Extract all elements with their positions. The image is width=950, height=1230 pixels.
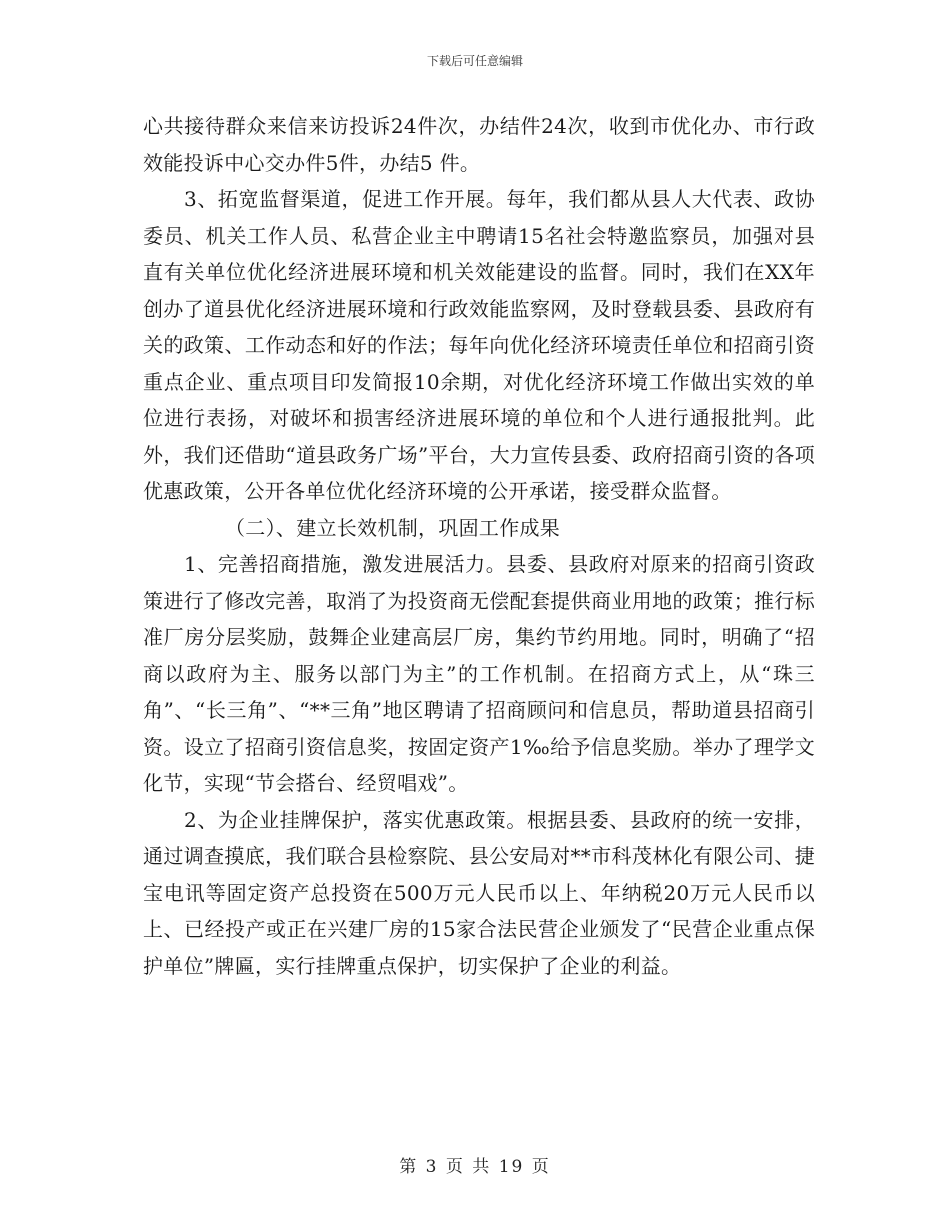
page-header: 下载后可任意编辑 [426,54,523,68]
paragraph-continuation: 心共接待群众来信来访投诉24件次，办结件24次，收到市优化办、市行政效能投诉中心交办件5件，办结5 件。 [143,114,815,175]
section-heading: （二）、建立长效机制，巩固工作成果 [225,515,561,540]
paragraph-enterprise-protection: 2、为企业挂牌保护，落实优惠政策。根据县委、县政府的统一安排，通过调查摸底，我们联合县检察院、县公安局对**市科茂林化有限公司、捷宝电讯等固定资产总投资在500万元人民币以上、年纳税20万元人民币以上、已经投产或正在兴建厂房的15家合法民营企业颁发了“民营企业重点保护单位”牌匾，实行挂牌重点保护，切实保护了企业的利益。 [143,807,815,978]
page-number-footer: 第 3 页 共 19 页 [399,1157,551,1177]
paragraph-investment-measures: 1、完善招商措施，激发进展活力。县委、县政府对原来的招商引资政策进行了修改完善，取消了为投资商无偿配套提供商业用地的政策；推行标准厂房分层奖励，鼓舞企业建高层厂房，集约节约用地。同时，明确了“招商以政府为主、服务以部门为主”的工作机制。在招商方式上，从“珠三角”、“长三角”、“**三角”地区聘请了招商顾问和信息员，帮助道县招商引资。设立了招商引资信息奖，按固定资产1‰给予信息奖励。举办了理学文化节，实现“节会搭台、经贸唱戏”。 [143,552,815,795]
paragraph-supervision-channels: 3、拓宽监督渠道，促进工作开展。每年，我们都从县人大代表、政协委员、机关工作人员、私营企业主中聘请15名社会特邀监察员，加强对县直有关单位优化经济进展环境和机关效能建设的监督。同时，我们在XX年创办了道县优化经济进展环境和行政效能监察网，及时登载县委、县政府有关的政策、工作动态和好的作法；每年向优化经济环境责任单位和招商引资重点企业、重点项目印发简报10余期，对优化经济环境工作做出实效的单位进行表扬，对破坏和损害经济进展环境的单位和个人进行通报批判。此外，我们还借助“道县政务广场”平台，大力宣传县委、政府招商引资的各项优惠政策，公开各单位优化经济环境的公开承诺，接受群众监督。 [143,187,815,503]
document-body [143,108,815,984]
